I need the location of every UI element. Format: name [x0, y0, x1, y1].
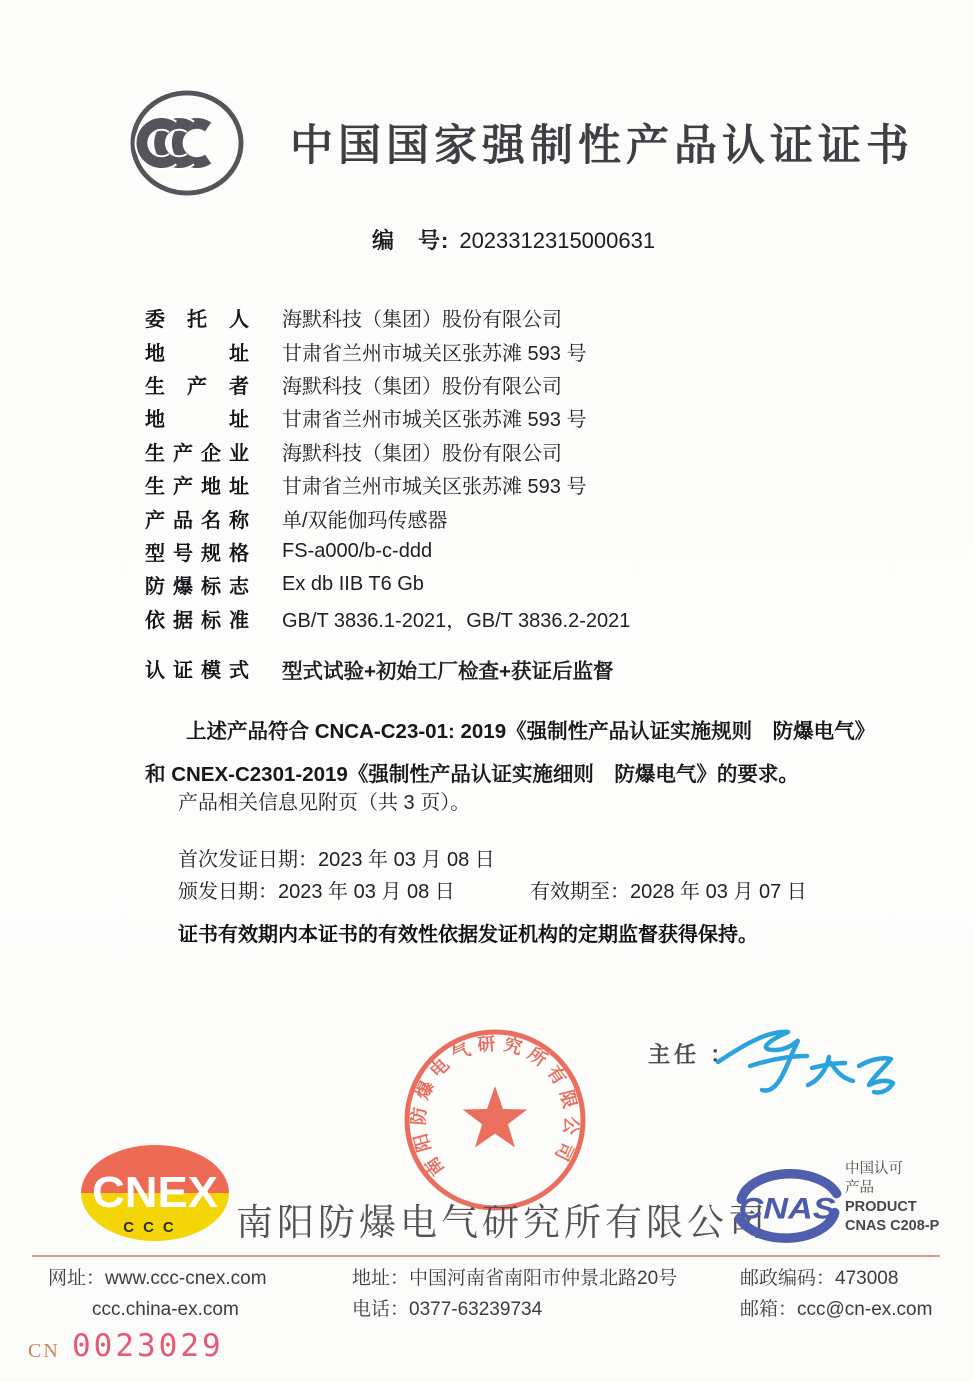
field-label: 地址: [145, 409, 249, 432]
serial-prefix: CN: [28, 1340, 60, 1362]
compliance-statement: [145, 710, 876, 796]
attachment-note: 产品相关信息见附页（共 3 页）。: [178, 792, 471, 814]
company-seal: [400, 1026, 590, 1218]
address-label: 地址：: [352, 1268, 410, 1289]
issue-date-value: 2023 年 03 月 08 日: [278, 881, 455, 903]
field-value: 海默科技（集团）股份有限公司: [282, 442, 562, 465]
field-label: 认证模式: [145, 660, 249, 683]
address-value: 中国河南省南阳市仲景北路20号: [409, 1268, 678, 1289]
postcode-label: 邮政编码：: [740, 1268, 836, 1289]
footer-mail-column: [740, 1263, 932, 1325]
cnas-line-4: CNAS C208-P: [845, 1218, 940, 1234]
expiry-date-label: 有效期至：: [530, 881, 630, 903]
field-label: 委托人: [145, 309, 249, 332]
issue-date: [178, 875, 455, 904]
certificate-number-label: 编 号:: [372, 228, 450, 253]
website-url-2: ccc.china-ex.com: [92, 1299, 239, 1320]
field-row-manufacturer-address: [145, 401, 845, 434]
serial-number: 0023029: [72, 1328, 224, 1364]
certificate-number-value: 2023312315000631: [459, 228, 656, 253]
field-label: 生产者: [145, 375, 249, 398]
seal-company-text: 南阳防爆电气研究所有限公司: [408, 1033, 582, 1180]
email-label: 邮箱：: [740, 1299, 798, 1320]
expiry-date-value: 2028 年 03 月 07 日: [630, 881, 807, 903]
field-row-certification-mode: [145, 652, 613, 685]
field-row-product-name: [145, 501, 845, 534]
footer-website-column: [48, 1263, 267, 1325]
certificate-number: [372, 224, 655, 255]
email-value: ccc@cn-ex.com: [797, 1299, 933, 1320]
field-label: 生产企业: [145, 442, 249, 465]
footer-website-line1: [48, 1263, 267, 1294]
field-row-factory: [145, 435, 845, 468]
field-row-factory-address: [145, 468, 845, 501]
field-row-applicant-address: [145, 334, 845, 367]
ccc-mark-icon: [128, 88, 246, 198]
field-value: 甘肃省兰州市城关区张苏滩 593 号: [282, 342, 587, 365]
issue-date-label: 颁发日期：: [178, 881, 278, 903]
compliance-line-1: 上述产品符合 CNCA-C23-01: 2019《强制性产品认证实施规则 防爆电气》: [186, 720, 876, 743]
field-value: 单/双能伽玛传感器: [282, 509, 448, 532]
website-url-1: www.ccc-cnex.com: [105, 1268, 267, 1289]
cnas-line-3: PRODUCT: [845, 1199, 917, 1215]
cnex-logo: [78, 1143, 232, 1243]
field-value: 甘肃省兰州市城关区张苏滩 593 号: [282, 476, 587, 499]
footer-phone-line: [352, 1294, 677, 1325]
first-issue-date-value: 2023 年 03 月 08 日: [318, 849, 495, 871]
footer-contact-column: [352, 1263, 677, 1325]
field-value: Ex db IIB T6 Gb: [282, 573, 424, 596]
field-label: 防爆标志: [145, 576, 249, 599]
certificate-fields: [145, 301, 845, 635]
field-label: 型号规格: [145, 542, 249, 565]
field-label: 依据标准: [145, 609, 249, 632]
director-label: 主任 ：: [648, 1042, 737, 1067]
footer-address-line: [352, 1263, 677, 1294]
first-issue-date-label: 首次发证日期：: [178, 849, 318, 871]
director-signature: [712, 1004, 907, 1114]
field-row-ex-marking: [145, 568, 845, 601]
phone-value: 0377-63239734: [409, 1299, 543, 1320]
field-row-manufacturer: [145, 368, 845, 401]
field-value: 甘肃省兰州市城关区张苏滩 593 号: [282, 409, 587, 432]
cnex-logo-text: CNEX: [92, 1168, 218, 1217]
cnas-logo-text: CNAS: [738, 1192, 836, 1226]
field-row-standards: [145, 602, 845, 635]
cnas-logo: [728, 1158, 848, 1252]
page-title: 中国国家强制性产品认证证书: [290, 122, 914, 170]
expiry-date: [530, 875, 807, 904]
compliance-line-2: 和 CNEX-C2301-2019《强制性产品认证实施细则 防爆电气》的要求。: [145, 763, 799, 786]
issuer-company-name: 南阳防爆电气研究所有限公司: [236, 1202, 769, 1243]
seal-star-icon: [463, 1086, 528, 1148]
website-label: 网址：: [48, 1268, 106, 1289]
footer-divider: [32, 1255, 940, 1257]
footer-postcode-line: [740, 1263, 932, 1294]
field-value: 型式试验+初始工厂检查+获证后监督: [282, 659, 614, 683]
validity-maintenance-note: 证书有效期内本证书的有效性依据发证机构的定期监督获得保持。: [178, 924, 758, 946]
cnas-line-1: 中国认可: [845, 1161, 903, 1177]
field-label: 生产地址: [145, 476, 249, 499]
postcode-value: 473008: [835, 1268, 899, 1289]
cnas-line-2: 产品: [845, 1180, 874, 1196]
field-label: 产品名称: [145, 509, 249, 532]
cnex-ccc-text: CCC: [123, 1219, 183, 1236]
first-issue-date: [178, 843, 495, 872]
field-value: GB/T 3836.1-2021，GB/T 3836.2-2021: [282, 609, 631, 632]
field-value: FS-a000/b-c-ddd: [282, 539, 433, 562]
field-value: 海默科技（集团）股份有限公司: [282, 309, 562, 332]
field-row-applicant: [145, 301, 845, 334]
field-row-model: [145, 535, 845, 568]
phone-label: 电话：: [352, 1299, 410, 1320]
field-label: 地址: [145, 342, 249, 365]
footer-email-line: [740, 1294, 932, 1325]
cnas-accreditation-text: [845, 1160, 939, 1236]
field-value: 海默科技（集团）股份有限公司: [282, 375, 562, 398]
